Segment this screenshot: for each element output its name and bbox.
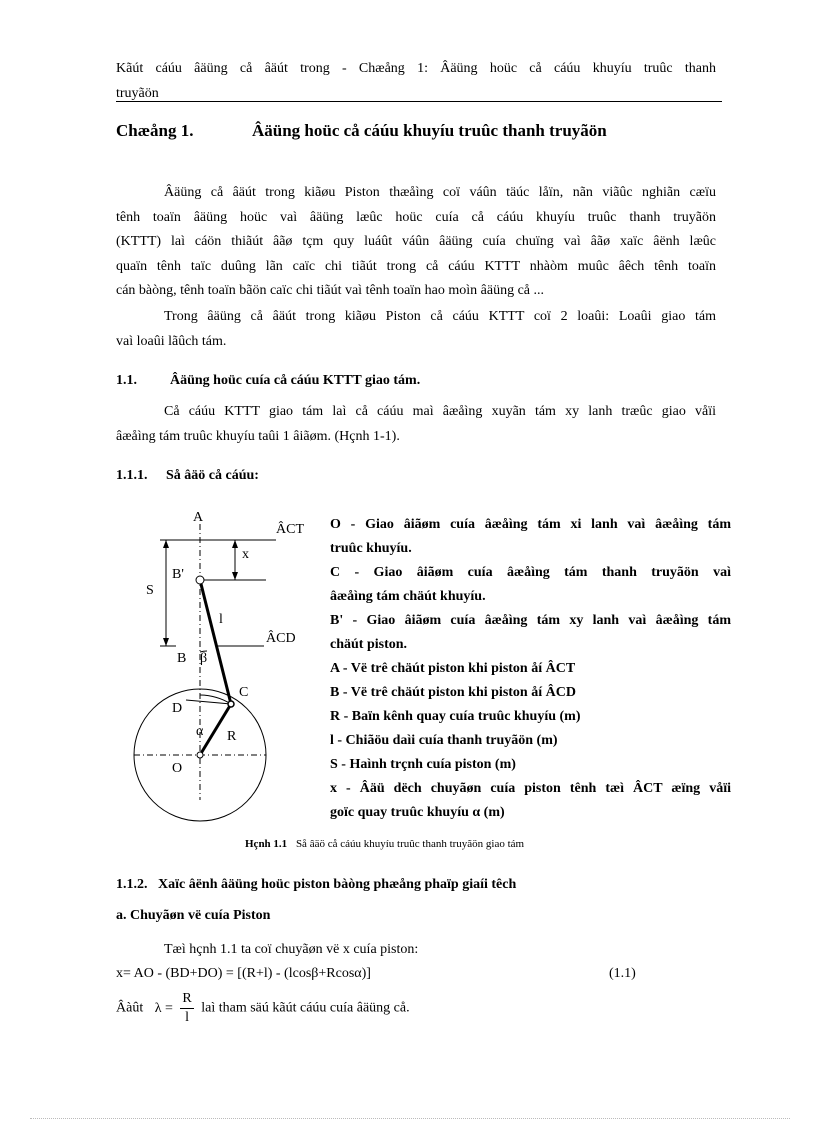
section-heading-1-1 (116, 373, 421, 389)
section-title: Xaïc âënh âäüng hoüc piston bàòng phæång phaïp giaíi têch (158, 877, 517, 892)
sub-a-paragraph (116, 938, 716, 963)
text-line: quaïn tênh taïc duûng lãn caïc chi tiãút trong cå cáúu KTTT nhàòm muûc âêch tênh toaïn (116, 258, 716, 274)
section-1-1-paragraph (116, 400, 716, 449)
header-line-1: Kãút cáúu âäüng cå âäút trong - Chæång 1: Âäüng hoüc cå cáúu khuyíu truûc thanh (116, 61, 716, 76)
intro-paragraph-1 (116, 181, 716, 304)
equation-text: x= AO - (BD+DO) = [(R+l) - (lcosβ+Rcosα)] (116, 966, 371, 981)
label-D: D (172, 701, 183, 716)
label-R: R (227, 729, 237, 744)
text-line: Tæì hçnh 1.1 ta coï chuyãøn vë x cuía piston: (164, 942, 419, 957)
legend-line: âæåìng tám chäút khuyíu. (330, 589, 486, 604)
chapter-number: Chæång 1. (116, 121, 194, 140)
text-line: âæåìng tám truûc khuyíu taûi 1 âiãøm. (Hçnh 1-1). (116, 428, 400, 444)
legend-line: B' - Giao âiãøm cuía âæåìng tám xy lanh vaì âæåìng tám (330, 613, 731, 628)
header-rule (116, 101, 722, 102)
figure-caption (245, 838, 524, 850)
chapter-name: Âäüng hoüc cå cáúu khuyíu truûc thanh truyãön (252, 121, 607, 140)
section-heading-1-1-2 (116, 877, 517, 893)
section-number: 1.1. (116, 373, 137, 388)
subsection-title: a. Chuyãøn vë cuía Piston (116, 908, 271, 923)
lambda-definition (116, 990, 410, 1034)
legend-line: A - Vë trê chäút piston khi piston åí ÂCT (330, 661, 576, 676)
text-line: cán bàòng, tênh toaïn bãön caïc chi tiãút vaì tênh toaïn hao moìn âäüng cå ... (116, 283, 545, 298)
lambda-symbol: λ = (154, 1000, 173, 1016)
legend-line: R - Baïn kênh quay cuía truûc khuyíu (m) (330, 709, 581, 724)
figure-label: Hçnh 1.1 (245, 838, 288, 850)
legend-line: C - Giao âiãøm cuía âæåìng tám thanh truyãön vaì (330, 565, 731, 580)
lambda-suffix: laì tham säú kãút cáúu cuía âäüng cå. (201, 1000, 410, 1016)
section-title: Âäüng hoüc cuía cå cáúu KTTT giao tám. (170, 373, 421, 388)
label-C: C (239, 685, 249, 700)
label-alpha: α (196, 724, 204, 739)
chapter-title (116, 121, 607, 141)
label-O: O (172, 761, 183, 776)
legend-line: truûc khuyíu. (330, 541, 412, 556)
lambda-prefix: Âàût (116, 1000, 144, 1016)
legend-line: S - Haình trçnh cuía piston (m) (330, 757, 516, 772)
lambda-fraction (180, 990, 193, 1027)
legend-line: B - Vë trê chäút piston khi piston åí ÂCD (330, 685, 576, 700)
section-number: 1.1.2. (116, 877, 148, 892)
label-Bprime: B' (172, 567, 184, 582)
legend-line: O - Giao âiãøm cuía âæåìng tám xi lanh vaì âæåìng tám (330, 517, 731, 532)
legend-line: chäút piston. (330, 637, 408, 652)
diagram-legend (330, 513, 731, 825)
section-heading-1-1-1 (116, 468, 259, 484)
label-A: A (193, 510, 204, 525)
text-line: Cå cáúu KTTT giao tám laì cå cáúu maì âæåìng xuyãn tám xy lanh træûc giao våïi (164, 404, 716, 419)
label-B: B (177, 651, 187, 666)
subsection-heading-a (116, 908, 270, 924)
fraction-numerator: R (180, 990, 193, 1009)
legend-line: x - Âäü dëch chuyãøn cuía piston tênh tæì ÂCT æïng våïi (330, 781, 731, 796)
text-line: tênh toaïn âäüng hoüc vaì âäüng læûc hoüc cuía cå cáúu khuyíu truûc thanh truyãön (116, 209, 716, 225)
text-line: vaì loaûi lãûch tám. (116, 333, 227, 349)
legend-line: l - Chiãöu daìi cuía thanh truyãön (m) (330, 733, 558, 748)
equation-1-1 (116, 966, 371, 982)
section-title: Så âäö cå cáúu: (166, 468, 259, 483)
label-x: x (242, 547, 249, 562)
section-number: 1.1.1. (116, 468, 148, 483)
crank-mechanism-diagram (116, 500, 326, 830)
text-line: Trong âäüng cå âäút trong kiãøu Piston cå cáúu KTTT coï 2 loaûi: Loaûi giao tám (164, 309, 716, 324)
fraction-denominator: l (185, 1010, 190, 1025)
intro-paragraph-2 (116, 305, 716, 354)
text-line: Âäüng cå âäút trong kiãøu Piston thæåìng coï váûn täúc låïn, nãn viãûc nghiãn cæïu (164, 185, 716, 200)
page-bottom-divider (30, 1118, 790, 1119)
label-DCT: ÂCT (276, 522, 304, 537)
running-header (116, 58, 716, 107)
legend-line: goïc quay truûc khuyíu α (m) (330, 805, 505, 820)
header-line-2: truyãön (116, 85, 159, 101)
label-l: l (219, 612, 223, 627)
figure-caption-text: Så âäö cå cáúu khuyíu truûc thanh truyãön giao tám (295, 838, 525, 850)
label-DCD: ÂCD (266, 631, 296, 646)
label-S: S (146, 583, 154, 598)
label-beta: β (200, 651, 208, 666)
equation-number: (1.1) (609, 966, 636, 981)
text-line: (KTTT) laì cáön thiãút âãø tçm quy luáût váûn âäüng cuía chuïng vaì âãø xaïc âënh læûc (116, 234, 716, 249)
